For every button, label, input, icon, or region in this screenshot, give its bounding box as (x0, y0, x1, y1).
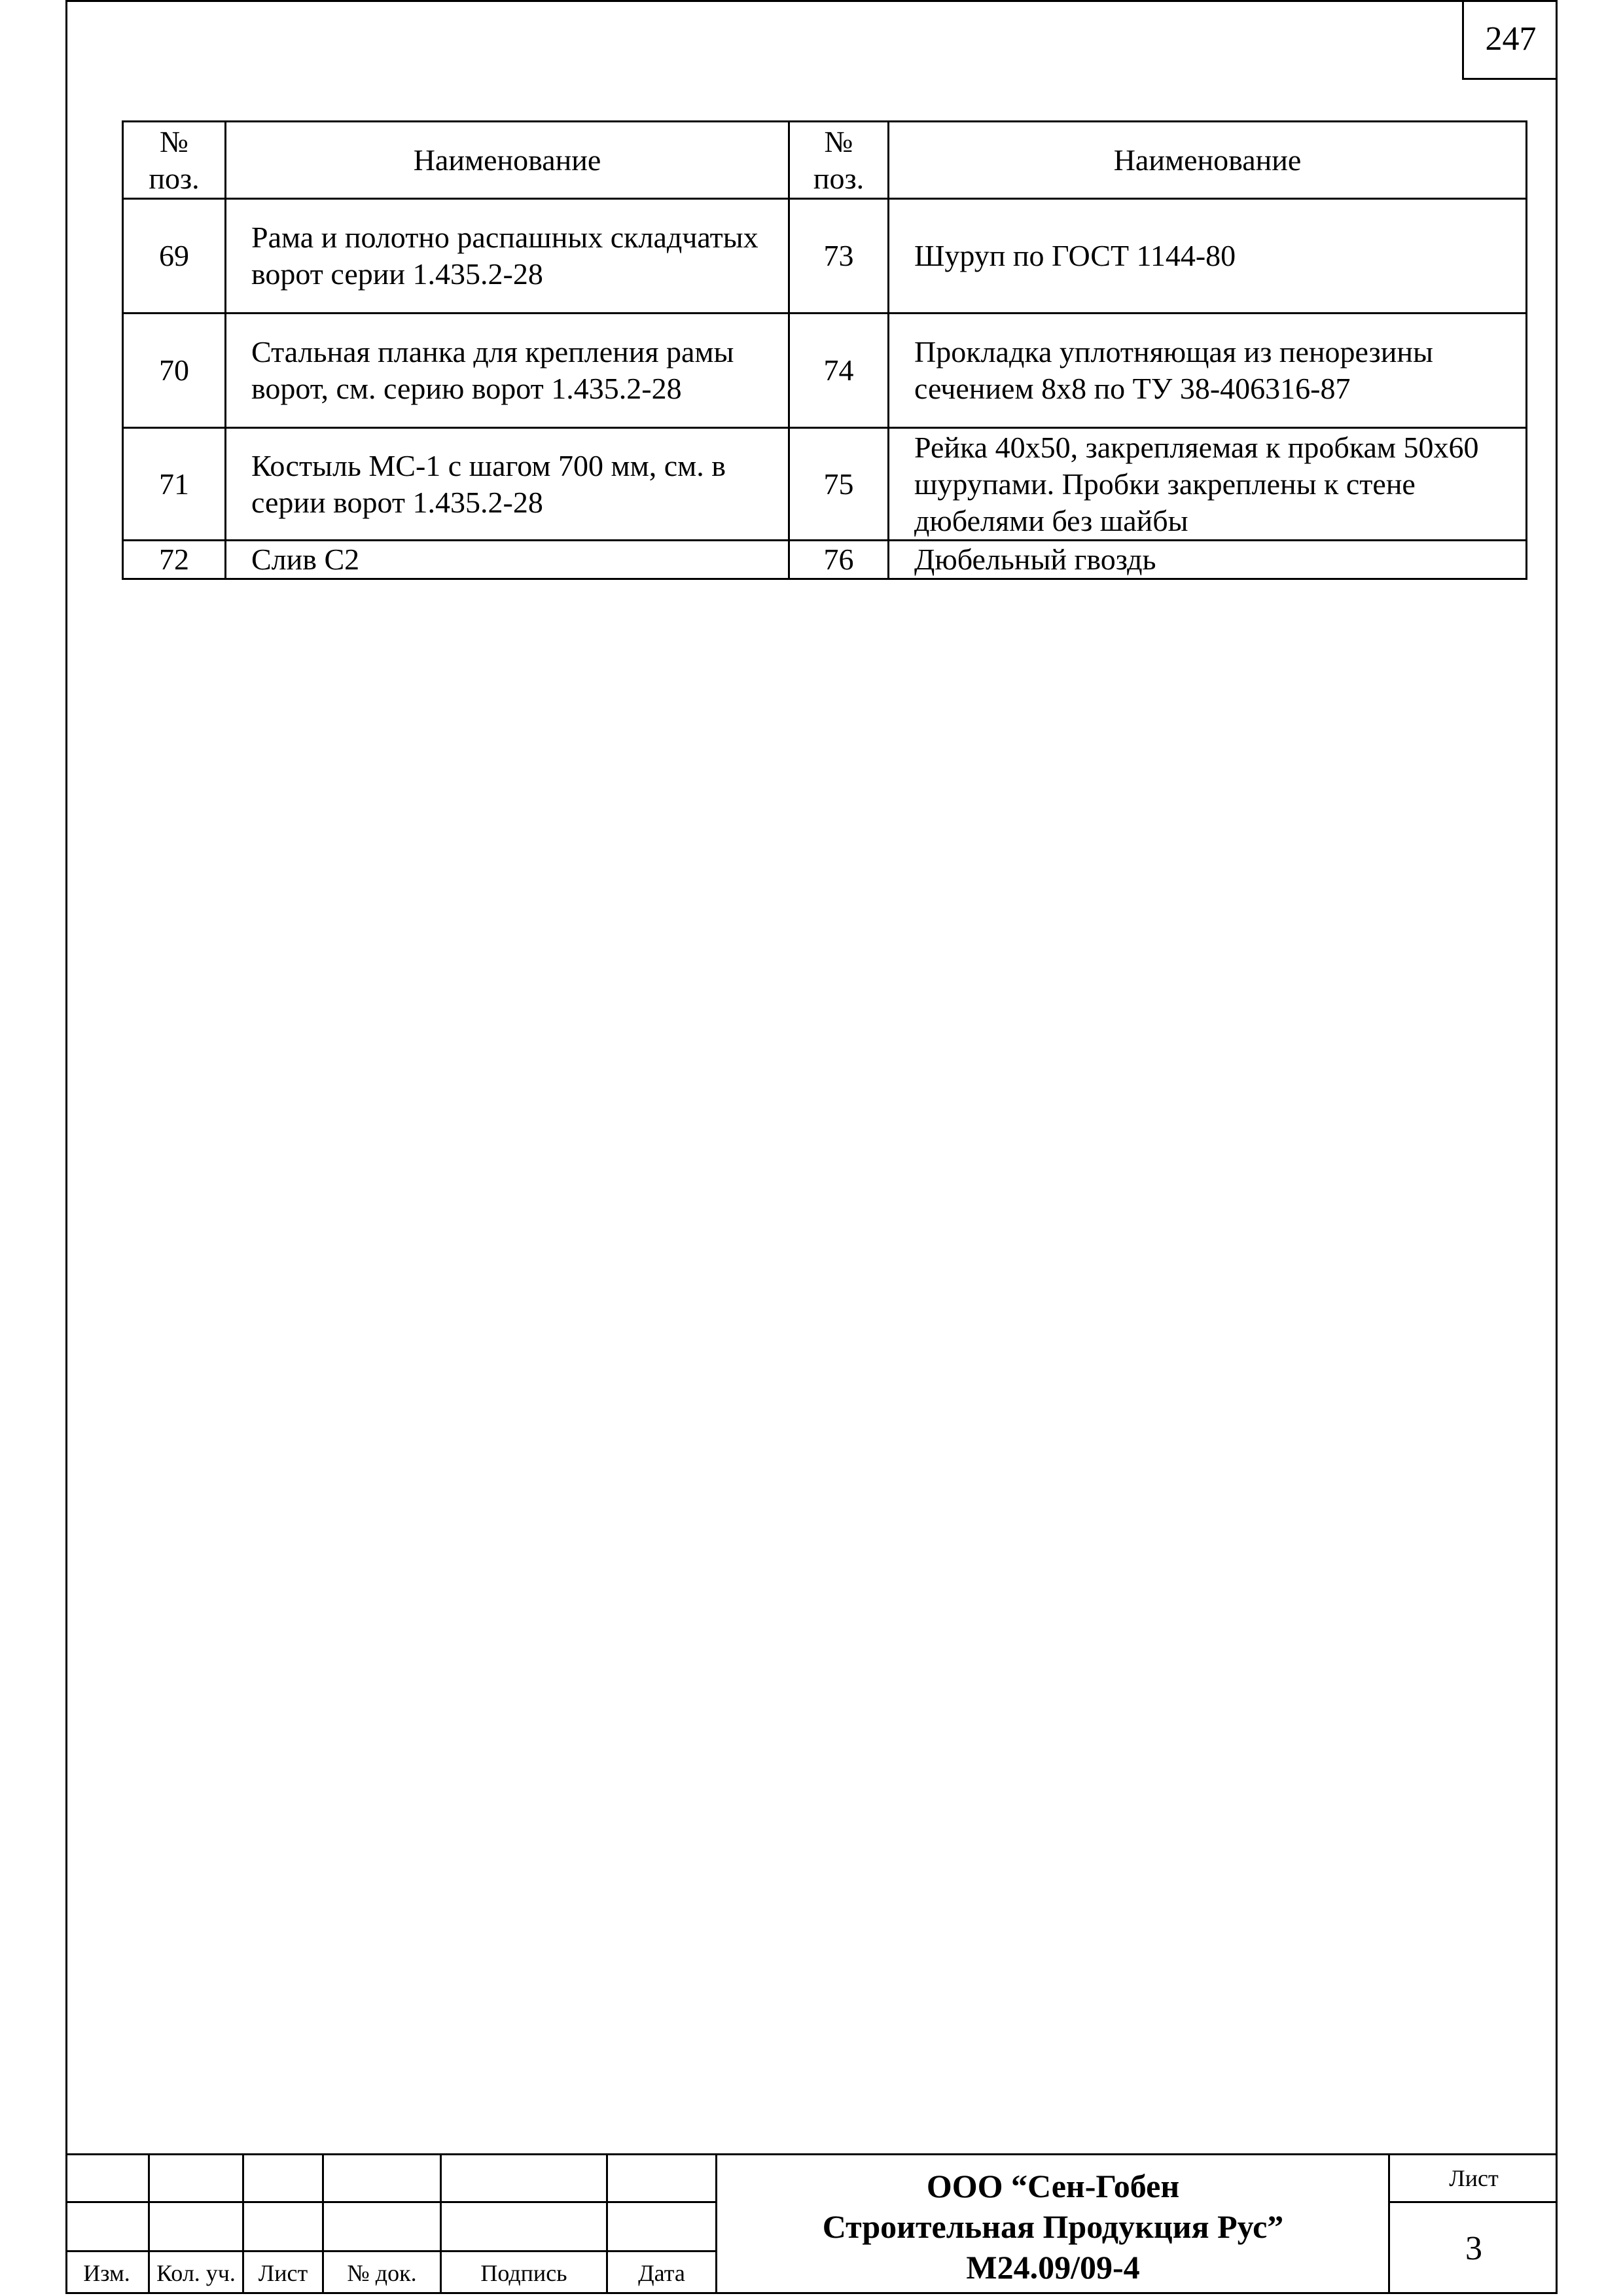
title-block (65, 2153, 1558, 2294)
col-label-kol-uch: Кол. уч. (156, 2260, 236, 2286)
header-name-right: Наименование (889, 122, 1527, 199)
pos-cell: 71 (123, 428, 226, 541)
org-line-2: Строительная Продукция Рус” (822, 2208, 1284, 2245)
divider (65, 2201, 717, 2203)
name-cell: Рейка 40x50, закрепляемая к пробкам 50x60 шурупами. Пробки закреплены к стене дюбелями без шайбы (889, 428, 1527, 541)
pos-cell: 75 (789, 428, 889, 541)
org-line-1: ООО “Сен-Гобен (926, 2167, 1180, 2204)
table-row (123, 314, 1527, 428)
table-row (123, 541, 1527, 579)
table-header-row (123, 122, 1527, 199)
col-label-date: Дата (638, 2260, 685, 2286)
name-cell: Слив С2 (226, 541, 789, 579)
pos-cell: 69 (123, 199, 226, 314)
col-label-signature: Подпись (480, 2260, 567, 2286)
col-label-doc-no: № док. (347, 2260, 417, 2286)
document-code: М24.09/09-4 (966, 2248, 1140, 2286)
pos-cell: 73 (789, 199, 889, 314)
header-name-left: Наименование (226, 122, 789, 199)
name-cell: Стальная планка для крепления рамы ворот, см. серию ворот 1.435.2-28 (226, 314, 789, 428)
name-cell: Рама и полотно распашных складчатых ворот серии 1.435.2-28 (226, 199, 789, 314)
header-pos-right: № поз. (789, 122, 889, 199)
organization-title (717, 2159, 1389, 2293)
page-number: 247 (1462, 0, 1558, 80)
pos-cell: 74 (789, 314, 889, 428)
pos-cell: 76 (789, 541, 889, 579)
name-cell: Костыль МС-1 с шагом 700 мм, см. в серии ворот 1.435.2-28 (226, 428, 789, 541)
pos-cell: 70 (123, 314, 226, 428)
table-row (123, 199, 1527, 314)
specification-table (122, 120, 1527, 580)
header-pos-left: № поз. (123, 122, 226, 199)
table-row (123, 428, 1527, 541)
name-cell: Дюбельный гвоздь (889, 541, 1527, 579)
col-label-list: Лист (258, 2260, 308, 2286)
name-cell: Прокладка уплотняющая из пенорезины сечением 8x8 по ТУ 38-406316-87 (889, 314, 1527, 428)
sheet-number: 3 (1465, 2230, 1482, 2267)
pos-cell: 72 (123, 541, 226, 579)
sheet-label: Лист (1449, 2165, 1499, 2191)
col-label-izm: Изм. (83, 2260, 130, 2286)
name-cell: Шуруп по ГОСТ 1144-80 (889, 199, 1527, 314)
